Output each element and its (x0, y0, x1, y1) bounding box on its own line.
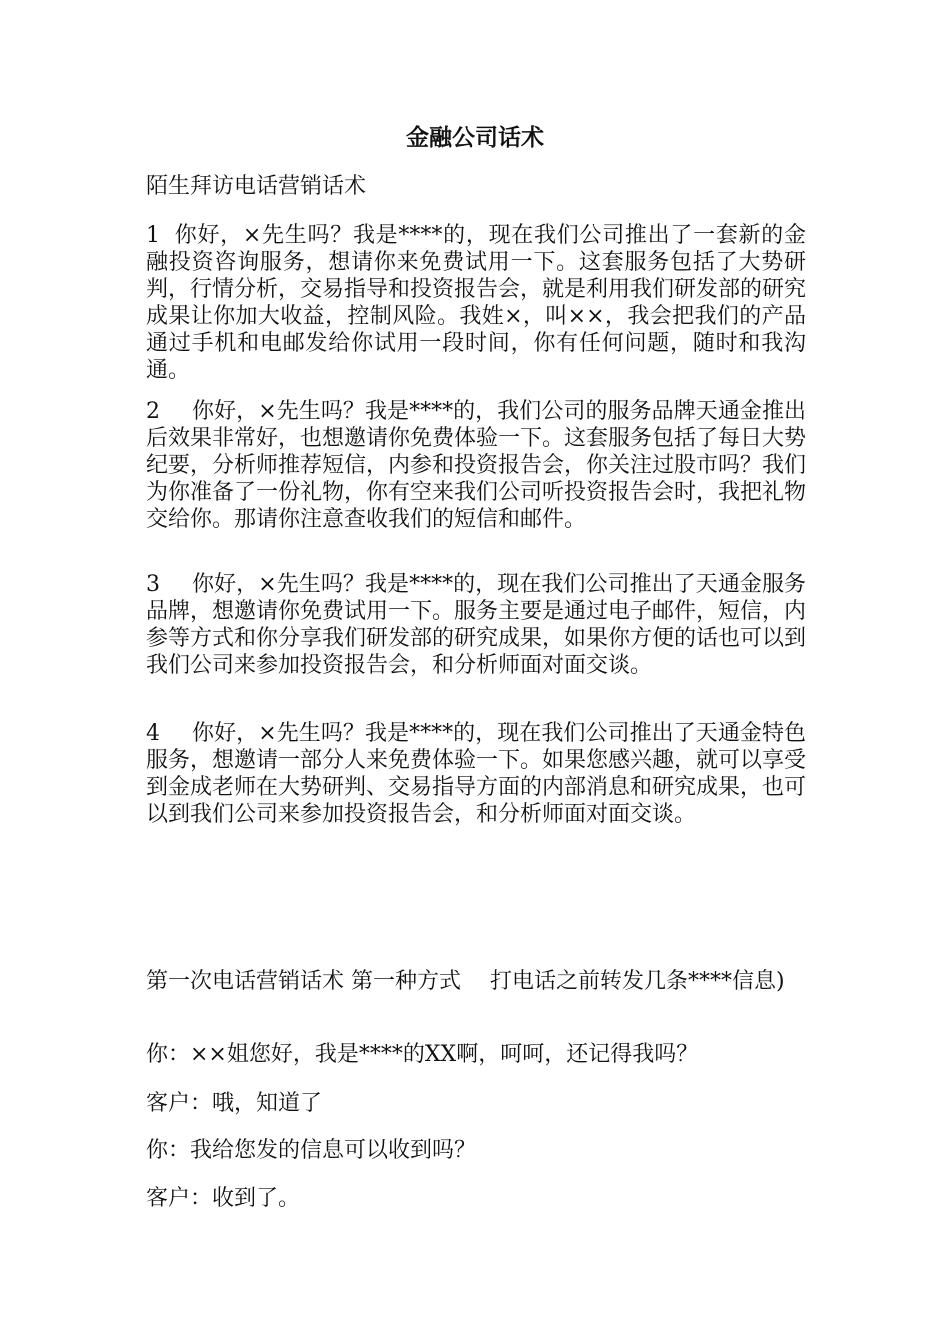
script-number: 2 (146, 399, 160, 424)
script-text: 你好，×先生吗？我是****的，我们公司的服务品牌天通金推出后效果非常好，也想邀请你免费体验一下。这套服务包括了每日大势纪要，分析师推荐短信，内参和投资报告会，你关注过股市吗？我们为你准备了一份礼物，你有空来我们公司听投资报告会时，我把礼物交给你。那请你注意查收我们的短信和邮件。 (146, 399, 807, 532)
dialogue-line-3: 你：我给您发的信息可以收到吗？ (146, 1138, 477, 1163)
dialogue-line-1: 你：××姐您好，我是****的XX啊，呵呵，还记得我吗？ (146, 1042, 699, 1067)
section2-heading: 第一次电话营销话术 第一种方式 打电话之前转发几条****信息) (146, 969, 785, 994)
script-number: 1 (146, 223, 160, 248)
dialogue-line-4: 客户：收到了。 (146, 1186, 301, 1211)
script-paragraph-2 (146, 398, 806, 533)
dialogue-line-2: 客户：哦，知道了 (146, 1091, 323, 1116)
script-paragraph-1 (146, 222, 806, 384)
script-paragraph-3 (146, 571, 806, 679)
section-subtitle: 陌生拜访电话营销话术 (146, 174, 367, 199)
script-paragraph-4 (146, 720, 806, 828)
document-title: 金融公司话术 (406, 124, 544, 151)
script-text: 你好，×先生吗？我是****的，现在我们公司推出了一套新的金融投资咨询服务，想请你来免费试用一下。这套服务包括了大势研判，行情分析，交易指导和投资报告会，就是利用我们研发部的研究成果让你加大收益，控制风险。我姓×，叫××，我会把我们的产品通过手机和电邮发给你试用一段时间，你有任何问题，随时和我沟通。 (146, 223, 807, 383)
script-number: 3 (146, 572, 160, 597)
script-text: 你好，×先生吗？我是****的，现在我们公司推出了天通金服务品牌，想邀请你免费试用一下。服务主要是通过电子邮件，短信，内参等方式和你分享我们研发部的研究成果，如果你方便的话也可以到我们公司来参加投资报告会，和分析师面对面交谈。 (146, 572, 807, 678)
script-number: 4 (146, 721, 160, 746)
script-text: 你好，×先生吗？我是****的，现在我们公司推出了天通金特色服务，想邀请一部分人来免费体验一下。如果您感兴趣，就可以享受到金成老师在大势研判、交易指导方面的内部消息和研究成果，也可以到我们公司来参加投资报告会，和分析师面对面交谈。 (146, 721, 807, 827)
